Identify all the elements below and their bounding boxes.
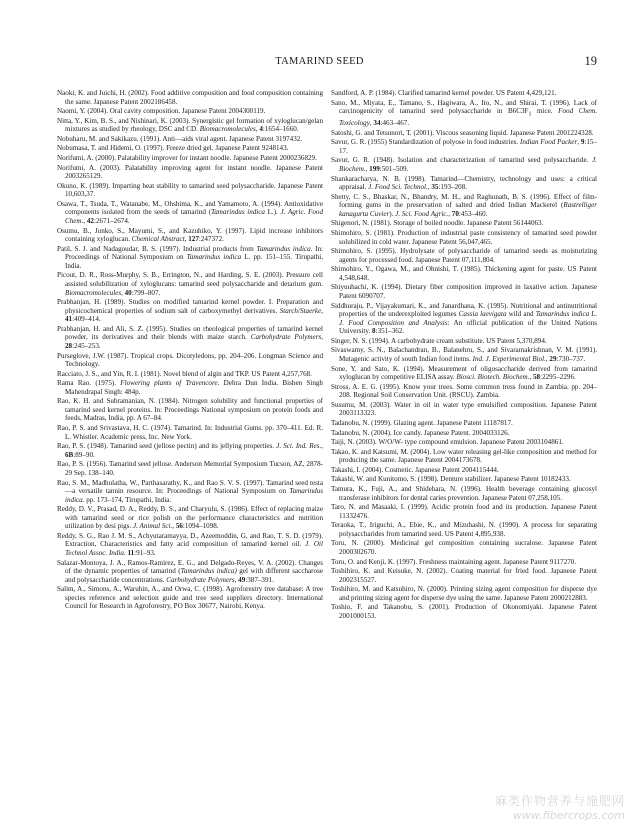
- reference-text: ,: [255, 125, 260, 134]
- reference-text: J. Agric. Food Chem.: [65, 208, 323, 226]
- reference-text: : An official publication of the United Nations University.: [339, 318, 597, 336]
- reference-entry: [331, 485, 597, 502]
- reference-entry: [57, 271, 323, 297]
- reference-text: :15–17.: [339, 138, 597, 155]
- reference-text: ,: [448, 209, 452, 218]
- reference-text: Naomi, Y. (2004). Oral cavity composition. Japanese Patent 2004300119.: [57, 107, 266, 116]
- page-number: 19: [584, 54, 597, 68]
- reference-text: . Dehra Dun India. Bishen Singh Mahendrapal Singh: 484p.: [65, 379, 323, 396]
- reference-text: 56: [175, 522, 183, 531]
- watermark-text: 麻类作物营养与施肥网: [494, 794, 625, 808]
- reference-text: J. Food Sci. Technol.: [368, 183, 428, 192]
- reference-entry: [57, 370, 323, 379]
- reference-text: Takashi, W. and Kunitomo, S. (1998). Denture stabilizer. Japanese Patent 10182433.: [331, 475, 571, 484]
- reference-text: ,: [529, 373, 533, 382]
- reference-entry: [331, 99, 597, 128]
- reference-entry: [331, 419, 597, 428]
- reference-text: Carbohydrate Polymers: [166, 575, 235, 584]
- reference-text: :193–208.: [438, 183, 468, 192]
- reference-text: Savur, G. R. (1948). Isolation and characterization of tamarind seed polysaccharide.: [331, 156, 593, 165]
- reference-text: ,: [172, 522, 176, 531]
- reference-entry: [331, 365, 597, 382]
- reference-text: ,: [545, 354, 550, 363]
- running-title: TAMARIND SEED: [275, 56, 364, 67]
- reference-text: Salazar-Montoya, J. A., Ramos-Ramirez, E. G., and Delgado-Reyes, V. A. (2002). Changes of the dynamic properties of tamarind (: [57, 558, 323, 576]
- references-right-column: [331, 89, 597, 622]
- reference-entry: [57, 559, 323, 585]
- reference-entry: [331, 448, 597, 465]
- reference-text: Rao, P. S. (1956). Tamarind seed jellose. Anderson Memorial Symposium Tucson, AZ, 2878-29 Sep. 138–140.: [57, 460, 323, 477]
- reference-entry: [331, 438, 597, 447]
- reference-text: 40: [124, 288, 132, 297]
- reference-text: :1094–1098.: [182, 522, 219, 531]
- reference-entry: [57, 298, 323, 324]
- reference-text: Toshio, F. and Takanobu, S. (2001). Production of Okonomiyaki. Japanese Patent 2001000153.: [331, 603, 597, 621]
- reference-text: 58: [533, 373, 541, 382]
- reference-text: 70: [451, 209, 459, 218]
- reference-text: Indian Food Packer: [519, 138, 578, 147]
- reference-text: Satoshi, G. and Tetsunori, T. (2001). Viscous seasoning liquid. Japanese Patent 2001224328.: [331, 128, 594, 137]
- reference-entry: [57, 135, 323, 144]
- reference-entry: [331, 283, 597, 300]
- reference-entry: [331, 89, 597, 98]
- reference-text: wild and: [506, 310, 536, 319]
- reference-entry: [57, 532, 323, 558]
- reference-text: Osumu, B., Junko, S., Mayumi, S., and Kazuhiko, Y. (1997). Lipid increase inhibitors containing xyloglucan.: [57, 226, 323, 244]
- reference-text: :799–807.: [131, 288, 161, 297]
- reference-text: Teraoka, T., Iriguchi, A., Ebie, K., and Mizuhashi, N. (1990). A process for separating polysaccharides from tamarind seed. US Patent 4,895,938.: [331, 521, 597, 538]
- reference-text: ,: [321, 442, 323, 451]
- reference-text: Picout, D. R., Ross-Murphy, S. B., Errington, N., and Harding, S. E. (2003). Pressure cell assisted solubilization of xyloglucans: tamarind seed polysaccharide and detarium gum.: [57, 271, 323, 288]
- reference-text: Naoki, K. and Juichi, H. (2002). Food additive composition and food composition containing the same. Japanese Patent 2002186458.: [57, 89, 323, 106]
- reference-text: 9: [580, 138, 585, 147]
- reference-text: Chemical Abstract: [131, 235, 185, 244]
- reference-text: Reddy, S. G., Rao J. M. S., Achyutaramayya, D., Azeemoddin, G, and Rao, T. S. D. (1979). Extraction, Characteristics and fatty acid composition of tamarind kernel oil.: [57, 531, 323, 549]
- reference-text: :730–737.: [556, 354, 586, 363]
- reference-text: Ind. J. Experimental Biol.: [472, 354, 546, 363]
- reference-text: Biosci. Biotech. Biochem.: [456, 373, 530, 382]
- reference-text: :387–391.: [245, 575, 274, 584]
- reference-text: :463–467.: [380, 119, 410, 128]
- reference-entry: [331, 265, 597, 282]
- reference-text: Rao, S. M., Madhulatha, W., Parthasarathy, K., and Rao S. V. S. (1997). Tamarind seed testa—a versatile tannin resource. In: Proceedings of National Symposium on: [57, 478, 323, 496]
- reference-text: Stross, A. E. G. (1995). Know your trees. Some common tress found in Zambia. pp. 204–208. Regional Soil Conservation Unit. (RSCU). Zambia.: [331, 382, 597, 400]
- reference-text: :1654–1660.: [262, 125, 299, 134]
- reference-text: 41: [65, 315, 73, 324]
- reference-text: :2671–2674.: [93, 217, 130, 226]
- reference-entry: [331, 229, 597, 246]
- reference-text: Rastrelliger kanagurta Cuvier: [339, 201, 597, 218]
- reference-entry: [331, 346, 597, 363]
- reference-text: J. Sci. Ind. Res.: [276, 442, 322, 451]
- reference-entry: [331, 558, 597, 567]
- reference-text: Prabhanjan, H. (1989). Studies on modified tamarind kernel powder. I. Preparation and physicochemical properties of sodium salt of carboxymethyl derivatives.: [57, 298, 323, 315]
- reference-entry: [57, 397, 323, 423]
- reference-text: Sano, M., Miyata, E., Tamano, S., Hagiwara, A., Ito, N., and Shirai, T. (1996). Lack of carcinogenicity of tamarind seed polysaccharide in B6C3F: [331, 98, 597, 116]
- references-left-column: [57, 89, 323, 612]
- watermark-url: www.fibercrops.com: [512, 809, 625, 822]
- reference-text: 127: [188, 235, 199, 244]
- reference-entry: [57, 352, 323, 369]
- reference-entry: [57, 442, 323, 459]
- reference-text: Tamarindus indica: [186, 253, 242, 262]
- reference-text: Toshihiro, M. and Katsuhiro, N. (2000). Printing sizing agent composition for disperse dye and printing sizing agent for disperse dye using the same. Japanese Patent 2000212883.: [331, 585, 597, 602]
- reference-entry: [57, 424, 323, 441]
- reference-text: mice.: [531, 107, 559, 116]
- reference-text: L. pp. 151–155. Tirupathi, India.: [65, 253, 323, 270]
- reference-entry: [57, 107, 323, 116]
- reference-text: Rao, K. H. and Subramanian, N. (1984). Nitrogen solubility and functional properties of tamarind seed kernel proteins. In: Proceedings National symposium on protein foods and feeds, Madras, India, pp. A 67–84.: [57, 397, 323, 423]
- reference-text: :247372.: [198, 235, 224, 244]
- reference-text: Carbohydrate Polymers: [250, 333, 322, 342]
- reference-text: Tadanobu, N. (1999). Glazing agent. Japanese Patent 11187817.: [331, 418, 513, 427]
- reference-text: ).: [389, 209, 396, 218]
- reference-text: J. Sci. Food Agric.: [395, 209, 449, 218]
- reference-text: Nobuharu, M. and Sakikazu. (1991). Anti—aids viral agent. Japanese Patent 3197432.: [57, 134, 303, 143]
- reference-text: ,: [184, 235, 189, 244]
- reference-text: Shiyuuhachi, K. (1994). Dietary fiber composition improved in laxative action. Japanese Patent 6090707.: [331, 283, 597, 300]
- reference-text: J. Oil Technol Assoc. India: [65, 540, 323, 557]
- reference-text: Osawa, T., Tsuda, T., Watanabe, M., Ohshima, K., and Yamamoto, A. (1994). Antioxidative components isolated from the seeds of tamarind (: [57, 199, 323, 217]
- reference-text: Singer, N. S. (1994). A carbohydrate cream substitute. US Patent 5,370,894.: [331, 336, 547, 345]
- reference-entry: [57, 505, 323, 531]
- reference-entry: [57, 144, 323, 153]
- reference-text: ,: [234, 575, 239, 584]
- reference-text: Purseglove, J.W. (1987). Tropical crops. Dicotyledons, pp. 204–206. Longman Science and Technology.: [57, 351, 323, 369]
- reference-text: . In: Proceedings of National Symposium on: [65, 244, 323, 262]
- reference-text: 34: [373, 119, 381, 128]
- reference-text: Biomacromolecules: [65, 288, 122, 297]
- reference-text: Patil, S. J. and Nadagoudar, B. S. (1997). Industrial products from: [57, 244, 257, 253]
- reference-text: ,: [577, 138, 581, 147]
- reference-text: Reddy, D. V., Prasad, D. A., Reddy, B. S., and Charyulu, S. (1986). Effect of replacing maize with tamarind seed or rice polish on the performance characteristics and nutrition utilization by desi pigs.: [57, 505, 323, 531]
- reference-entry: [331, 219, 597, 228]
- reference-text: Nitta, Y., Kim, B. S., and Nishinari, K. (2003). Synergistic gel formation of xyloglucan/gelan mixtures as studied by rheology, DSC and CD.: [57, 116, 323, 134]
- reference-text: Tamura, K., Fuji, A., and Shidehara, N. (1996). Health beverage containing glucosyl transferase inhibitors for dental caries prevention. Japanese Patent 07,258,105.: [331, 485, 597, 502]
- reference-text: ,: [83, 217, 87, 226]
- reference-entry: [57, 182, 323, 199]
- reference-text: Toshihiro, K. and Keisuke, N. (2002). Coating material for fried food. Japanese Patent 2002315527.: [331, 567, 597, 584]
- reference-text: :501–509.: [379, 164, 409, 173]
- reference-text: Shetty, C. S., Bhaskar, N., Bhandry, M. H., and Raghunath, B. S. (1996). Effect of film- forming gums in the preservation of salted and dried Indian Mackerel (: [331, 192, 597, 210]
- reference-text: J. Biochem.: [339, 156, 597, 173]
- reference-text: Sivaswamy, S. N., Balachandran, B., Balanehru, S., and Sivaramakrishnan, V. M. (1991). Mutagenic activity of south Indian food items.: [331, 346, 597, 363]
- reference-entry: [57, 227, 323, 244]
- reference-text: Shigenori, N. (1981). Storage of boiled noodle. Japanese Patent 56144063.: [331, 219, 544, 228]
- reference-entry: [331, 503, 597, 520]
- reference-text: Shimohiro, S. (1995). Hydrolysate of polysaccharide of tamarind seeds as moisturizing agents for processed food. Japanese Patent 07,111,804.: [331, 247, 597, 264]
- reference-text: Tamarindus indica: [210, 208, 265, 217]
- reference-text: Toru, N. (2000). Medicinal gel composition containing sucralose. Japanese Patent 2000302670.: [331, 539, 597, 557]
- reference-text: :91–93.: [134, 548, 156, 557]
- reference-text: Flowering plants of Travencore: [120, 379, 218, 388]
- reference-text: Norifumi, A. (2003). Palatability improving agent for instant noodle. Japanese Patent 2003265129.: [57, 163, 323, 181]
- reference-entry: [331, 302, 597, 336]
- reference-entry: [57, 200, 323, 226]
- reference-text: gel with different saccharose and polysaccharide concentrations.: [65, 567, 323, 584]
- reference-entry: [331, 156, 597, 173]
- reference-text: 42: [86, 217, 94, 226]
- reference-text: L.).: [264, 208, 281, 217]
- reference-entry: [57, 585, 323, 611]
- reference-entry: [331, 567, 597, 584]
- reference-text: .: [123, 548, 128, 557]
- reference-text: Tamarindus indica): [180, 567, 237, 576]
- reference-text: Taro, N. and Masaaki, I. (1999). Acidic protein food and its production. Japanese Patent 11332476.: [331, 503, 597, 520]
- reference-entry: [331, 521, 597, 538]
- reference-text: ,: [121, 288, 125, 297]
- reference-text: ,: [321, 333, 323, 342]
- reference-text: Savur, G. R. (1955) Standardization of polyose in food industries.: [331, 138, 520, 147]
- reference-text: Taiji, N. (2003). W/O/W- type compound emulsion. Japanese Patent 2003104861.: [331, 438, 564, 447]
- reference-text: Rama Rao. (1975).: [57, 379, 121, 388]
- reference-entry: [57, 479, 323, 505]
- reference-text: :409–414.: [72, 315, 101, 324]
- reference-text: Prabhanjan, H. and Ali, S. Z. (1995). Studies on rheological properties of tamarind kernel powder, its derivatives and their blends with maize starch.: [57, 324, 323, 342]
- reference-text: 1: [528, 111, 532, 118]
- reference-text: Takao, K. and Katsumi, M. (2004). Low water releasing gel-like composition and method for producing the same. Japanese Patent 2004173678.: [331, 447, 597, 465]
- reference-text: 29: [549, 354, 557, 363]
- reference-entry: [331, 247, 597, 264]
- reference-text: Food Chem. Toxicology: [339, 107, 598, 128]
- reference-entry: [331, 429, 597, 438]
- reference-entry: [331, 475, 597, 484]
- reference-text: 49: [238, 575, 246, 584]
- reference-entry: [331, 401, 597, 418]
- reference-text: Biomacromolecules: [199, 125, 256, 134]
- reference-text: Cassia laevigata: [458, 310, 507, 319]
- reference-text: ,: [321, 306, 323, 315]
- reference-text: J. Animal Sci.: [132, 522, 173, 531]
- reference-entry: [57, 325, 323, 351]
- reference-entry: [331, 585, 597, 602]
- reference-text: :245–253.: [72, 341, 101, 350]
- reference-entry: [57, 154, 323, 163]
- reference-text: Tamarindus indica: [256, 244, 311, 253]
- reference-entry: [57, 460, 323, 477]
- reference-entry: [57, 164, 323, 181]
- reference-entry: [57, 379, 323, 396]
- reference-text: Takashi, I. (2004). Cosmetic. Japanese Patent 2004115444.: [331, 465, 499, 474]
- reference-text: Sandford, A. P. (1984). Clarified tamarind kernel powder. US Patent 4,429,121.: [331, 89, 557, 97]
- reference-text: Shimohiro, S. (1981). Production of industrial paste consistency of tamarind seed powder solubilized in cold water. Japanese Patent 56,047,465.: [331, 228, 597, 246]
- reference-text: Salim, A., Simons, A., Waruhin, A., and Orwa, C. (1998). Agroforestry tree database: A tree species reference and selection guide and tree seed suppliers directory. International Council for Research in Agroforestry, PO Box 30677, Nairobi, Kenya.: [57, 585, 323, 611]
- reference-text: Siddhuraju, P., Vijayakumari, K., and Janardhana, K. (1995). Nutritional and antinutritional properties of the underexploited legumes: [331, 301, 597, 319]
- reference-text: Shankaracharya, N. B. (1998). Tamarind—Chemistry, technology and uses: a critical appraisal.: [331, 174, 597, 192]
- reference-text: Tamarindus indica: [65, 487, 323, 504]
- reference-entry: [331, 539, 597, 556]
- reference-text: :453–460.: [458, 209, 488, 218]
- reference-text: Starch/Staerke: [279, 306, 322, 315]
- reference-entry: [331, 466, 597, 475]
- reference-text: Sone, Y. and Sato, K. (1994). Measurement of oligosaccharide derived from tamarind xyloglucan by competitive ELISA assay.: [331, 364, 597, 382]
- page-header: [0, 56, 639, 70]
- reference-text: 11: [127, 548, 135, 557]
- reference-text: ,: [369, 119, 374, 128]
- reference-text: Rao, P. S. (1948). Tamarind seed (jellose pectin) and its jellying properties.: [57, 442, 277, 451]
- reference-entry: [57, 89, 323, 106]
- reference-text: . pp. 173–174, Tirupathi, India.: [82, 495, 172, 504]
- reference-entry: [57, 117, 323, 134]
- reference-text: 28: [65, 341, 73, 350]
- reference-entry: [331, 603, 597, 620]
- reference-text: 6B: [65, 450, 74, 459]
- reference-text: Toru, O. and Kenji, K. (1997). Freshness maintaining agent. Japanese Patent 9117270.: [331, 557, 577, 566]
- reference-text: ,: [365, 164, 370, 173]
- reference-text: Norifumi, A. (2000). Palatability improver for instant noodle. Japanese Patent 2000236829.: [57, 154, 317, 163]
- reference-text: :2295–2296.: [540, 373, 576, 382]
- reference-text: Racciato, J. S., and Yin, R. I. (1981). Novel blend of algin and TKP. US Patent 4,257,768.: [57, 369, 312, 378]
- reference-text: Tamarindus indica L. J. Food Composition and Analysis: [339, 310, 597, 327]
- watermark: [495, 792, 625, 822]
- reference-text: :89–90.: [73, 450, 95, 459]
- reference-text: 35: [431, 183, 439, 192]
- reference-entry: [331, 383, 597, 400]
- reference-text: 4: [259, 125, 263, 134]
- reference-text: Rao, P. S. and Srivastava, H. C. (1974). Tamarind. In: Industrial Gums. pp. 370–411. Ed. R. L. Whistler. Academic press, Inc. New York.: [57, 424, 323, 441]
- reference-entry: [331, 138, 597, 155]
- reference-text: :351–362.: [375, 327, 405, 336]
- reference-entry: [331, 337, 597, 346]
- reference-text: Nobumasa, T. and Hidemi, O. (1997). Freeze dried gel. Japanese Patent 9248143.: [57, 144, 289, 153]
- reference-text: Okuno, K. (1989). Imparting heat stability to tamarind seed polysaccharide. Japanese Patent 10,603,37.: [57, 181, 323, 199]
- reference-text: ,: [427, 183, 432, 192]
- reference-entry: [331, 129, 597, 138]
- reference-entry: [57, 245, 323, 271]
- reference-text: 8: [372, 327, 376, 336]
- reference-text: Susumu, M. (2003). Water in oil in water type emulsified composition. Japanese Patent 2003113323.: [331, 400, 597, 418]
- reference-entry: [331, 175, 597, 192]
- reference-text: 199: [369, 164, 380, 173]
- reference-text: Tadanobu, N. (2004). Ice candy. Japanese Patent. 2004033126.: [331, 428, 510, 437]
- reference-entry: [331, 193, 597, 219]
- reference-text: Shimohiro, Y., Ogawa, M., and Ohnishi, T. (1985). Thickening agent for paste. US Patent 4,548,648.: [331, 265, 597, 282]
